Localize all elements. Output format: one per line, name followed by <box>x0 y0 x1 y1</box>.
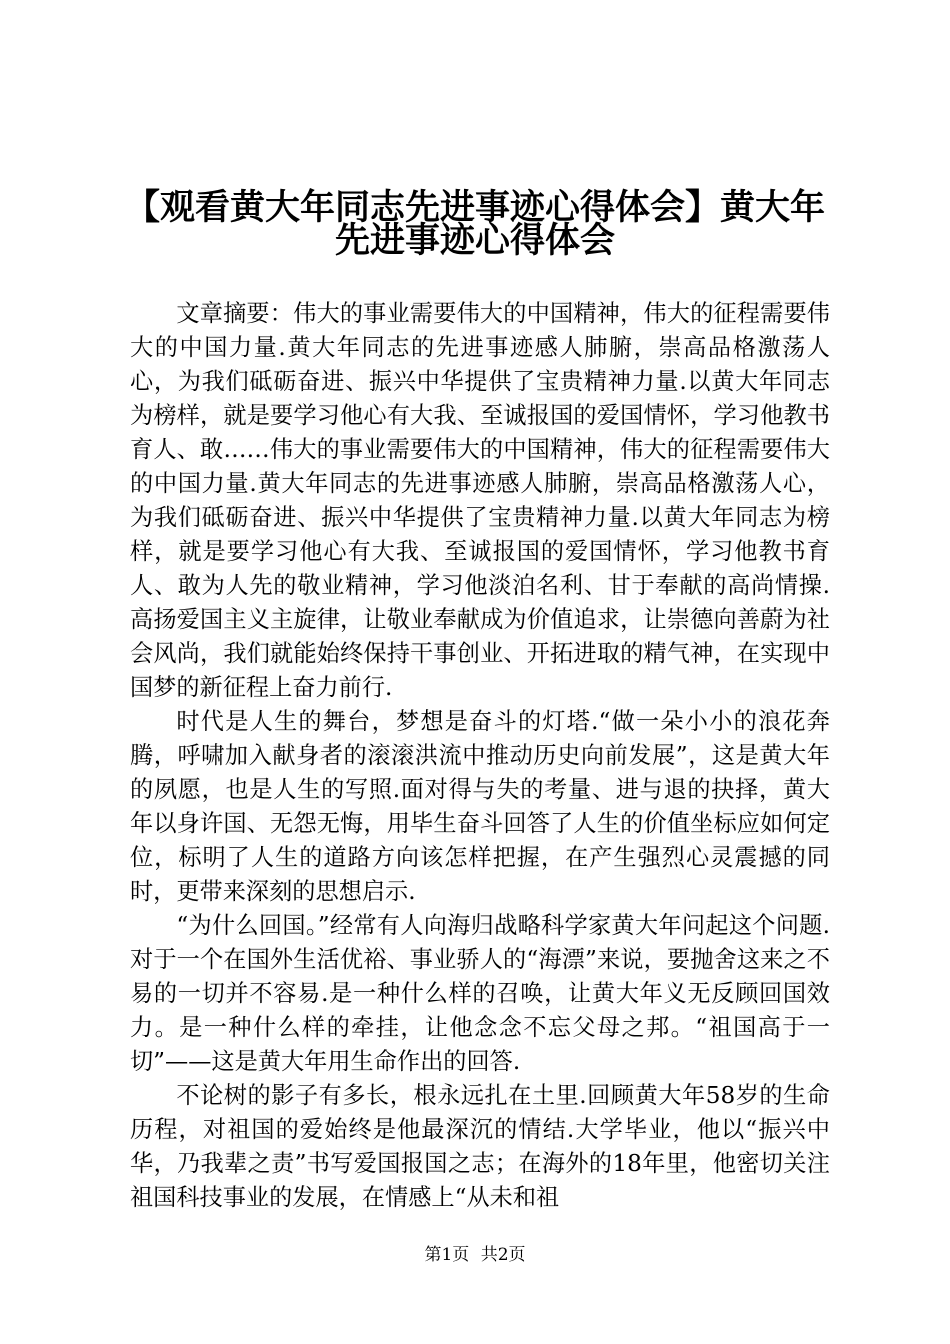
page-total: 共2页 <box>480 1245 526 1265</box>
paragraph-3: “为什么回国。”经常有人向海归战略科学家黄大年问起这个问题.对于一个在国外生活优裕、事业骄人的“海漂”来说，要抛舍这来之不易的一切并不容易.是一种什么样的召唤，让黄大年义无反顾回国效力。是一种什么样的牵挂，让他念念不忘父母之邦。“祖国高于一切”——这是黄大年用生命作出的回答. <box>130 912 830 1075</box>
page-footer <box>0 1244 950 1266</box>
paragraph-abstract: 文章摘要：伟大的事业需要伟大的中国精神，伟大的征程需要伟大的中国力量.黄大年同志的先进事迹感人肺腑，崇高品格激荡人心，为我们砥砺奋进、振兴中华提供了宝贵精神力量.以黄大年同志为榜样，就是要学习他心有大我、至诚报国的爱国情怀，学习他教书育人、敢……伟大的事业需要伟大的中国精神，伟大的征程需要伟大的中国力量.黄大年同志的先进事迹感人肺腑，崇高品格激荡人心，为我们砥砺奋进、振兴中华提供了宝贵精神力量.以黄大年同志为榜样，就是要学习他心有大我、至诚报国的爱国情怀，学习他教书育人、敢为人先的敬业精神，学习他淡泊名利、甘于奉献的高尚情操.高扬爱国主义主旋律，让敬业奉献成为价值追求，让崇德向善蔚为社会风尚，我们就能始终保持干事创业、开拓进取的精气神，在实现中国梦的新征程上奋力前行. <box>130 300 830 701</box>
document-title-line-1: 【观看黄大年同志先进事迹心得体会】黄大年 <box>124 188 825 228</box>
document-title-line-2: 先进事迹心得体会 <box>334 221 615 261</box>
page-number: 第1页 <box>424 1245 470 1265</box>
document-body <box>130 297 830 1215</box>
paragraph-2: 时代是人生的舞台，梦想是奋斗的灯塔.“做一朵小小的浪花奔腾，呼啸加入献身者的滚滚洪流中推动历史向前发展”，这是黄大年的夙愿，也是人生的写照.面对得与失的考量、进与退的抉择，黄大年以身许国、无怨无悔，用毕生奋斗回答了人生的价值坐标应如何定位，标明了人生的道路方向该怎样把握，在产生强烈心灵震撼的同时，更带来深刻的思想启示. <box>130 708 830 905</box>
paragraph-4: 不论树的影子有多长，根永远扎在土里.回顾黄大年58岁的生命历程，对祖国的爱始终是他最深沉的情结.大学毕业，他以“振兴中华，乃我辈之责”书写爱国报国之志；在海外的18年里，他密切关注祖国科技事业的发展，在情感上“从未和祖 <box>130 1082 830 1211</box>
